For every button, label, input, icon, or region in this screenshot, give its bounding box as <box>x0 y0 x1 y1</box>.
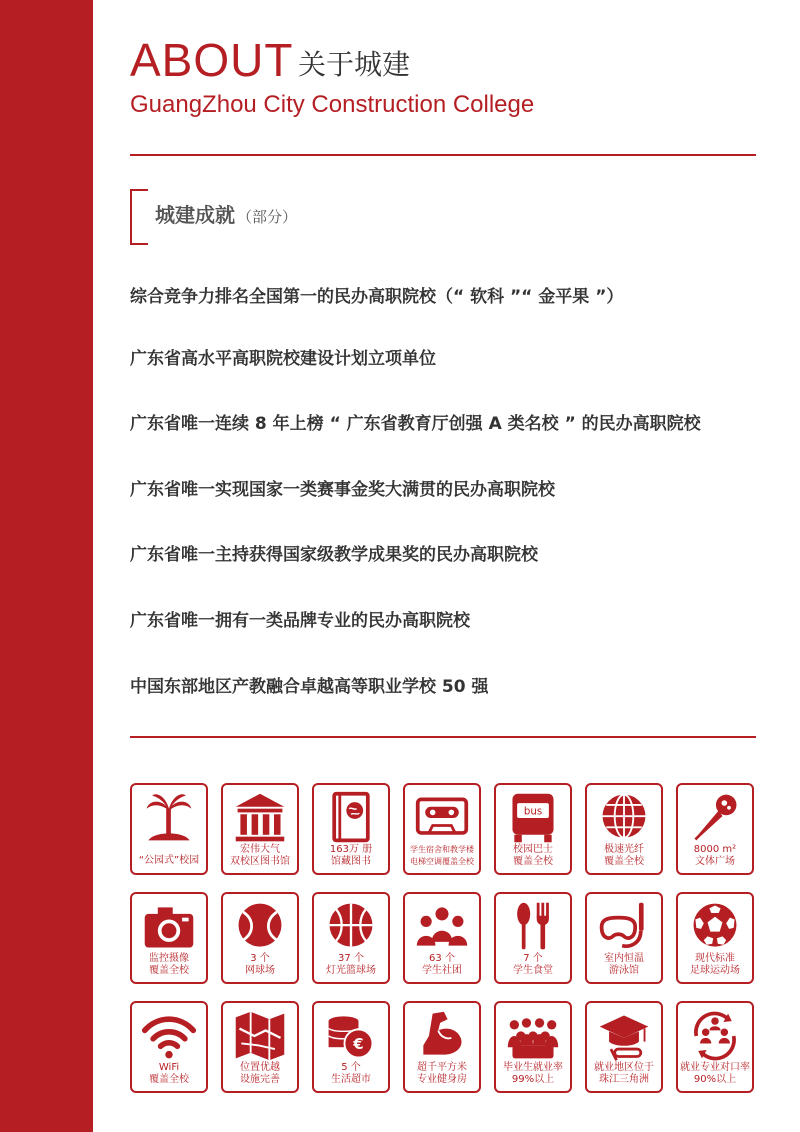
facility-card <box>676 892 754 984</box>
left-red-band <box>0 0 93 1132</box>
facility-card <box>403 892 481 984</box>
achievement-item: 广东省唯一连续 8 年上榜 “ 广东省教育厅创强 A 类名校 ” 的民办高职院校 <box>130 414 701 434</box>
divider-bottom <box>130 736 756 738</box>
facility-card <box>403 783 481 875</box>
facility-card <box>221 783 299 875</box>
facility-label-line2: 双校区图书馆 <box>230 856 290 867</box>
facility-label-line1: 监控摄像 <box>149 953 189 964</box>
facility-label-line1: 位置优越 <box>240 1062 280 1073</box>
fork-spoon-icon <box>505 899 561 955</box>
facility-label-line1: 63 个 <box>429 953 455 964</box>
globe-icon <box>596 790 652 846</box>
facility-label-line2: 足球运动场 <box>690 965 740 976</box>
facility-label-line1: 163万 册 <box>329 844 373 855</box>
facility-label-line1: WiFi <box>158 1062 180 1073</box>
crowd-icon <box>505 1008 561 1064</box>
facility-label-line2: 馆藏图书 <box>331 856 371 867</box>
facility-label-line2: 珠江三角洲 <box>599 1074 649 1085</box>
cassette-icon <box>414 790 470 846</box>
microphone-icon <box>687 790 743 846</box>
divider-top <box>130 154 756 156</box>
achievement-item: 综合竞争力排名全国第一的民办高职院校（“ 软科 ”“ 金平果 ”） <box>130 287 624 307</box>
wifi-icon <box>141 1008 197 1064</box>
tennis-ball-icon <box>232 899 288 955</box>
facility-label-line2: 覆盖全校 <box>149 965 189 976</box>
facility-label-line1: 学生宿舍和教学楼 <box>410 845 474 854</box>
facility-label-line2: 学生食堂 <box>513 965 553 976</box>
people-group-icon <box>414 899 470 955</box>
camera-icon <box>141 899 197 955</box>
bus-badge-text: bus <box>523 805 543 818</box>
facility-label-line2: 覆盖全校 <box>604 856 644 867</box>
facility-label-line1: 7 个 <box>523 953 543 964</box>
facility-card <box>221 892 299 984</box>
bus-icon <box>505 790 561 846</box>
facility-label-line1: 5 个 <box>341 1062 361 1073</box>
graduation-cap-icon <box>596 1008 652 1064</box>
facility-label-line2: 99%以上 <box>511 1074 555 1085</box>
facility-label-line2: 90%以上 <box>693 1074 737 1085</box>
basketball-icon <box>323 899 379 955</box>
facility-label-line1: 8000 m² <box>693 844 737 855</box>
facility-card <box>130 783 208 875</box>
facility-card <box>312 892 390 984</box>
euro-coins-icon <box>323 1008 379 1064</box>
facility-label-line1: 现代标准 <box>695 953 735 964</box>
library-building-icon <box>232 790 288 846</box>
facility-label-line1: 毕业生就业率 <box>503 1062 563 1073</box>
facility-label-line2: 生活超市 <box>331 1074 371 1085</box>
facilities-grid <box>130 783 756 1093</box>
facility-card <box>676 783 754 875</box>
facility-label-line1: 37 个 <box>338 953 364 964</box>
soccer-ball-icon <box>687 899 743 955</box>
facility-label-line2: 覆盖全校 <box>513 856 553 867</box>
facility-card <box>585 892 663 984</box>
facility-card <box>494 783 572 875</box>
book-globe-icon <box>323 790 379 846</box>
facility-label-line1: 超千平方米 <box>417 1062 467 1073</box>
people-cycle-icon <box>687 1008 743 1064</box>
page-title-chinese: 关于城建 <box>298 48 411 81</box>
facility-card <box>585 1001 663 1093</box>
achievement-item: 广东省高水平高职院校建设计划立项单位 <box>130 349 436 369</box>
section-bracket <box>130 189 148 245</box>
facility-label-line1: 校园巴士 <box>513 844 553 855</box>
section-heading <box>155 201 297 231</box>
facility-label-line2: 专业健身房 <box>417 1074 467 1085</box>
facility-label-line2: 游泳馆 <box>609 965 639 976</box>
facility-label-line2: 网球场 <box>245 965 275 976</box>
achievement-item: 广东省唯一主持获得国家级教学成果奖的民办高职院校 <box>130 545 538 565</box>
facility-label-line2: 电梯空调覆盖全校 <box>410 857 474 866</box>
section-title: 城建成就 <box>155 203 235 227</box>
facility-card <box>494 1001 572 1093</box>
facility-label: “公园式”校园 <box>138 855 200 866</box>
palm-island-icon <box>141 790 197 846</box>
achievement-item: 中国东部地区产教融合卓越高等职业学校 50 强 <box>130 677 489 697</box>
map-icon <box>232 1008 288 1064</box>
college-name: GuangZhou City Construction College <box>130 91 535 118</box>
facility-label-line2: 灯光篮球场 <box>326 965 376 976</box>
facility-label-line1: 3 个 <box>250 953 270 964</box>
facility-label-line1: 室内恒温 <box>604 953 644 964</box>
facility-card <box>403 1001 481 1093</box>
section-subtitle: （部分） <box>237 208 298 226</box>
diving-mask-icon <box>596 899 652 955</box>
facility-label-line1: 就业专业对口率 <box>680 1062 750 1073</box>
facility-label-line1: 极速光纤 <box>604 844 644 855</box>
facility-label-line2: 学生社团 <box>422 965 462 976</box>
facility-card <box>494 892 572 984</box>
achievement-item: 广东省唯一实现国家一类赛事金奖大满贯的民办高职院校 <box>130 480 555 500</box>
svg-text:€: € <box>353 1035 364 1054</box>
facility-label-line2: 文体广场 <box>695 856 735 867</box>
facility-card <box>312 1001 390 1093</box>
facility-card <box>130 892 208 984</box>
muscle-arm-icon <box>414 1008 470 1064</box>
page-title: ABOUT <box>130 34 294 86</box>
facility-label-line2: 设施完善 <box>240 1074 280 1085</box>
facility-card <box>585 783 663 875</box>
facility-card <box>130 1001 208 1093</box>
facility-label-line2: 覆盖全校 <box>149 1074 189 1085</box>
facility-label-line1: 就业地区位于 <box>594 1062 654 1073</box>
facility-card <box>221 1001 299 1093</box>
achievement-item: 广东省唯一拥有一类品牌专业的民办高职院校 <box>130 611 470 631</box>
facility-card <box>312 783 390 875</box>
facility-card <box>676 1001 754 1093</box>
facility-label-line1: 宏伟大气 <box>240 844 280 855</box>
